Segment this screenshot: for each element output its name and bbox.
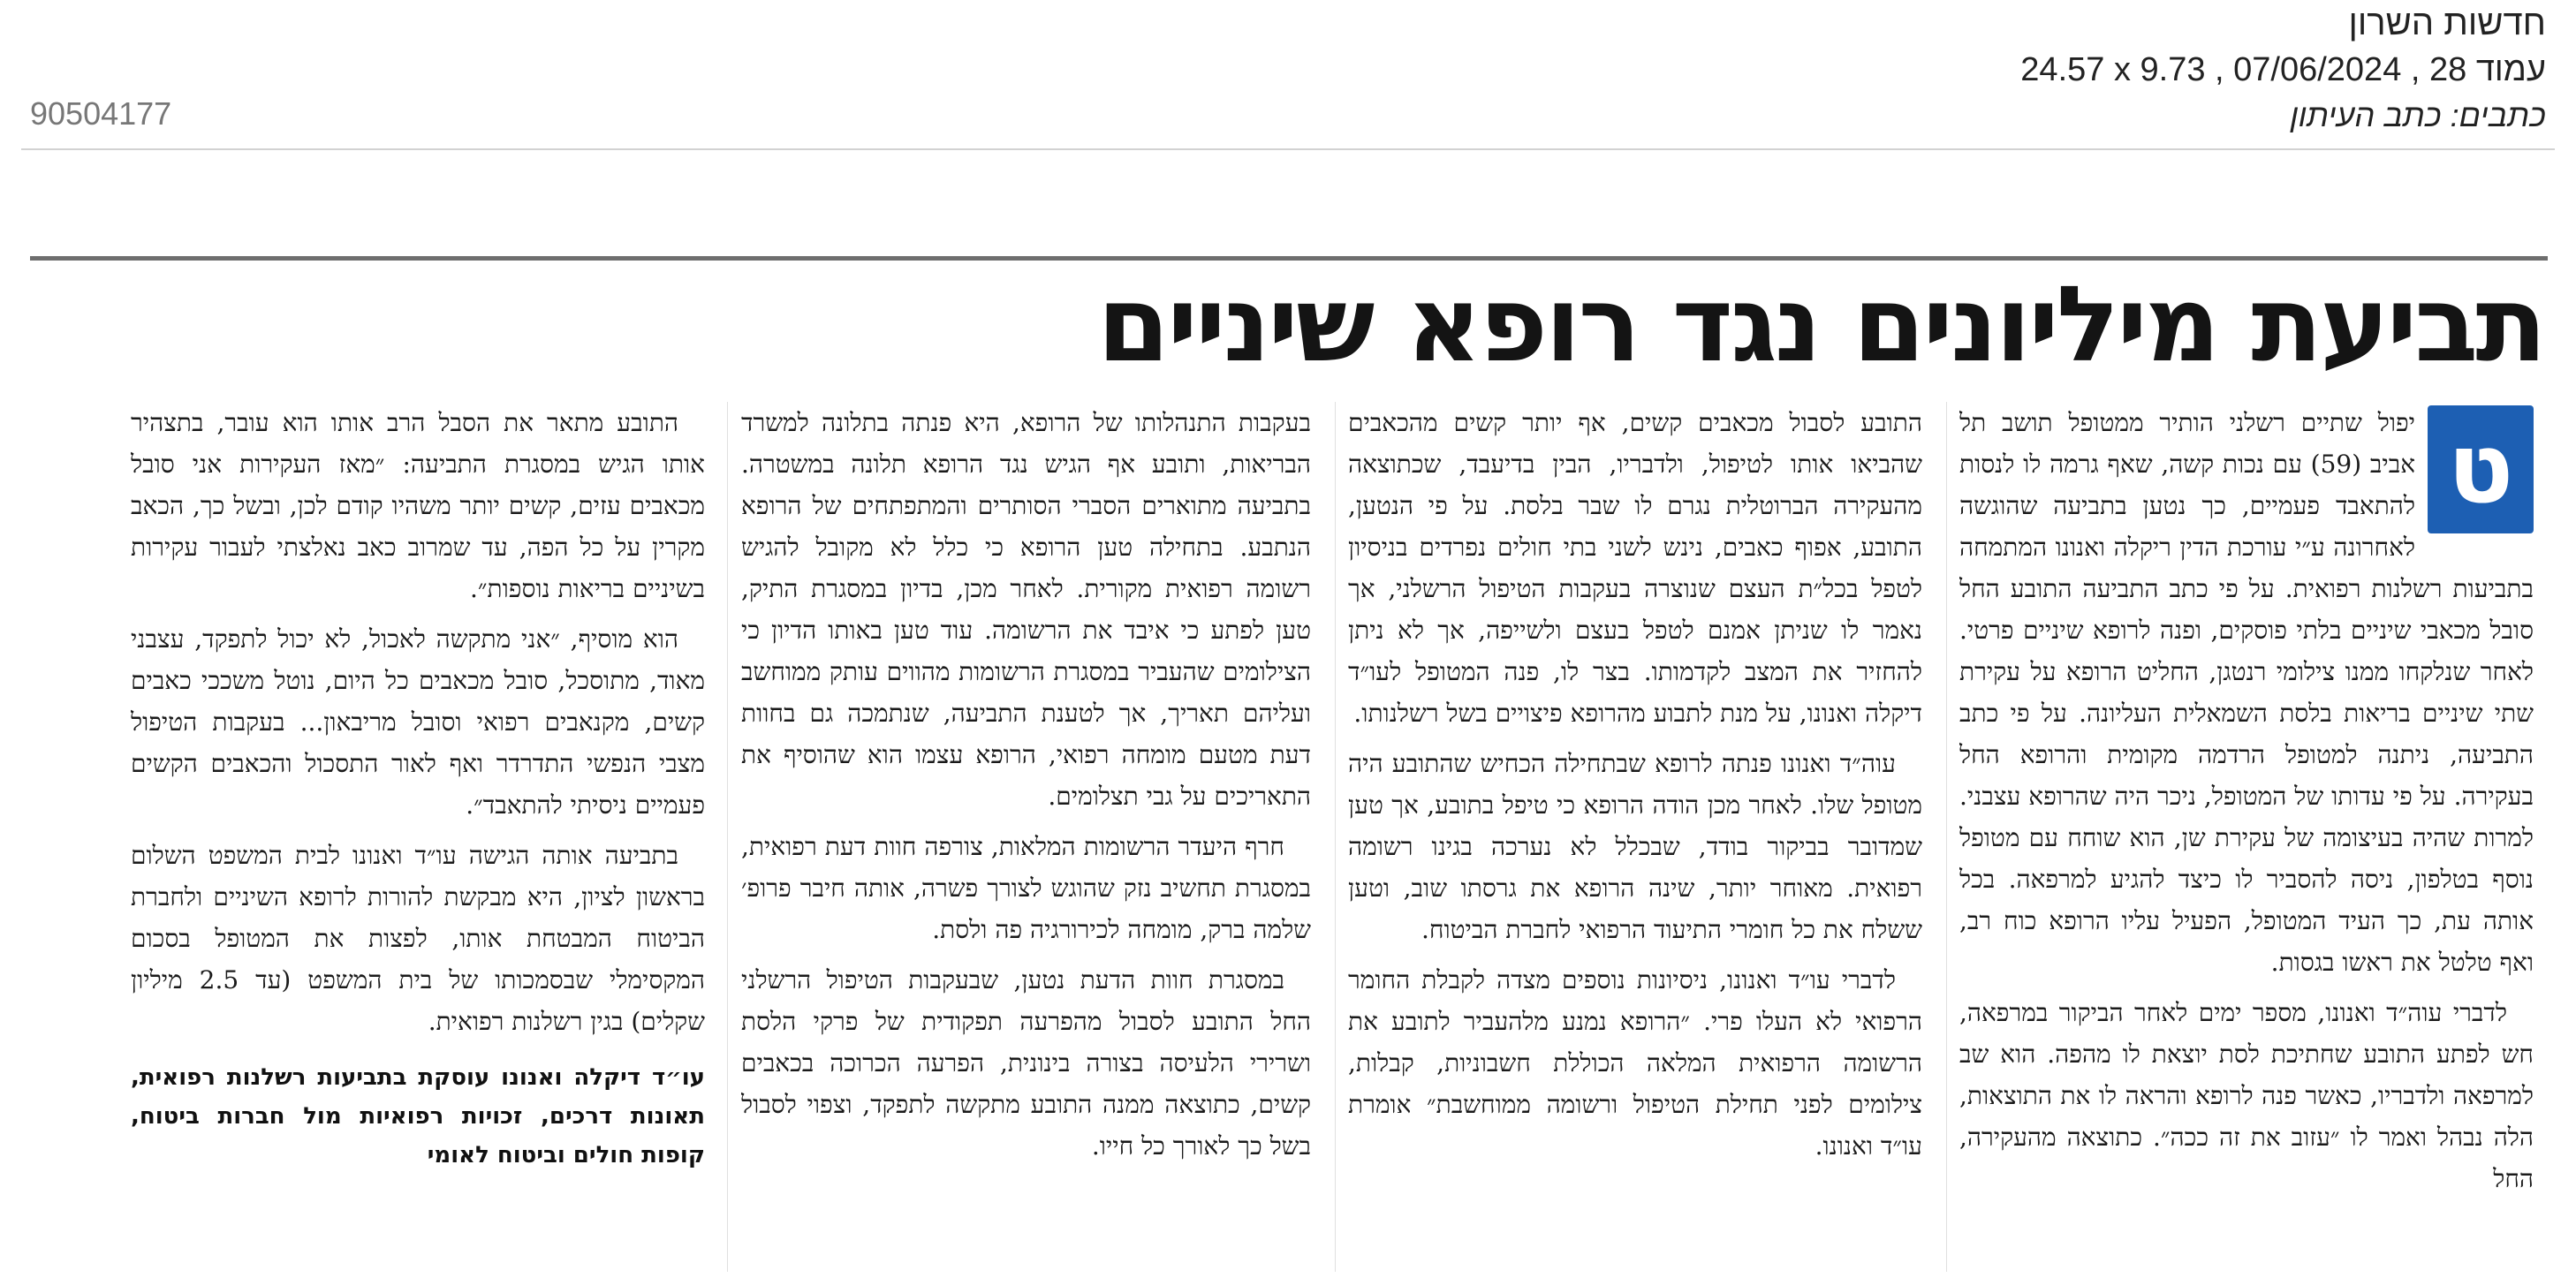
paragraph: יפול שתיים רשלני הותיר ממטופל תושב תל אביב (59) עם נכות קשה, שאף גרמה לו לנסות להתאבד פעמיים, כך נטען בתביעה שהוגשה לאחרונה ע״י עורכת הדין ריקלה ואנונו המתמחה בתביעות רשלנות רפואית. על פי כתב התביעה התובע החל סובל מכאבי שיניים בלתי פוסקים, ופנה לרופא שיניים פרטי. לאחר שנלקחו ממנו צילומי רנטגן, החליט הרופא על עקירת שתי שיניים בריאות בלסת השמאלית העליונה. על פי כתב התביעה, ניתנה למטופל הרדמה מקומית והרופא החל בעקירה. על פי עדותו של המטופל, ניכר היה שהרופא עצבני. למרות שהיה בעיצומה של עקירת שן, הוא שוחח עם מטופל נוסף בטלפון, ניסה להסביר לו כיצד להגיע למרפאה. בכל אותה עת, כך העיד המטופל, הפעיל עליו הרופא כוח רב, ואף טלטל את ראשו בגסות. bbox=[1959, 408, 2534, 977]
paragraph: לדברי עו״ד ואנונו, ניסיונות נוספים מצדה לקבלת החומר הרפואי לא העלו פרי. ״הרופא נמנע מלהעביר לתובע את הרשומה הרפואית המלאה הכוללת חשבוניות, קבלות, צילומים לפני תחילת הטיפול ורשומה ממוחשבת״ אומרת עו״ד ואנונו. bbox=[1348, 965, 1922, 1161]
article-column-4 bbox=[131, 402, 705, 1272]
paragraph: בתביעה אותה הגישה עו״ד ואנונו לבית המשפט השלום בראשון לציון, היא מבקשת להורות לרופא השיניים ולחברת הביטוח המבטחת אותו, לפצות את המטופל בסכום המקסימלי שבסמכותו של בית המשפט (עד 2.5 מיליון שקלים) בגין רשלנות רפואית. bbox=[131, 841, 705, 1036]
paragraph: בעקבות התנהלותו של הרופא, היא פנתה בתלונה למשרד הבריאות, ותובע אף הגיש נגד הרופא תלונה במשטרה. בתביעה מתוארים הסברי הסותרים והמתפתחים של הרופא הנתבע. בתחילה טען הרופא כי כלל לא מקובל להגיש רשומה רפואית מקורית. לאחר מכן, בדיון במסגרת התיק, טען לפתע כי איבד את הרשומה. עוד טען באותו הדיון כי הצילומים שהעביר במסגרת הרשומות מהווים עותק ממוחשב ועליהם תאריך, אך לטענת התביעה, שנתמכה גם בחוות דעת מטעם מומחה רפואי, הרופא עצמו הוא שהוסיף את התאריכים על גבי תצלומים. bbox=[741, 408, 1311, 811]
paragraph: חרף היעדר הרשומות המלאות, צורפה חוות דעת רפואית, במסגרת תחשיב נזק שהוגש לצורך פשרה, אותה חיבר פרופ׳ שלמה ברק, מומחה לכירורגיה פה ולסת. bbox=[741, 832, 1311, 944]
badge-letter: ט bbox=[2447, 412, 2514, 525]
publication-name: חדשות השרון bbox=[2348, 4, 2546, 42]
paragraph: לדברי עוה״ד ואנונו, מספר ימים לאחר הביקור במרפאה, חש לפתע התובע שחתיכת לסת יוצאת לו מהפה. הוא שב למרפאה ולדבריו, כאשר פנה לרופא והראה לו את התוצאות, הלה נבהל ואמר לו ״עזוב את זה ככה״. כתוצאה מהעקירה, החל bbox=[1959, 998, 2534, 1193]
paragraph: התובע לסבול מכאבים קשים, אף יותר קשים מהכאבים שהביאו אותו לטיפול, ולדבריו, הבין בדיעבד, שכתוצאה מהעקירה הברוטלית נגרם לו שבר בלסת. על פי הנטען, התובע, אפוף כאבים, נינש לשני בתי חולים נפרדים בניסיון לטפל בכל״ת העצם שנוצרה בעקבות הטיפול הרשלני, אך נאמר לו שניתן אמנם לטפל בעצם ולשייפה, אך לא ניתן להחזיר את המצב לקדמותו. בצר לו, פנה המטופל לעו״ד דיקלה ואנונו, על מנת לתבוע מהרופא פיצויים בשל רשלנותו. bbox=[1348, 408, 1922, 728]
paragraph: במסגרת חוות הדעת נטען, שבעקבות הטיפול הרשלני החל התובע לסבול מהפרעה תפקודית של פרקי הלסת ושרירי הלעיסה בצורה בינונית, הפרעה הכרוכה בכאבים קשים, כתוצאה ממנה התובע מתקשה לתפקד, וצפוי לסבול בשל כך לאורך כל חייו. bbox=[741, 965, 1311, 1161]
newspaper-logo-badge bbox=[2428, 405, 2534, 533]
paragraph: עוה״ד ואנונו פנתה לרופא שבתחילה הכחיש שהתובע היה מטופל שלו. לאחר מכן הודה הרופא כי טיפל בתובע, אך טען שמדובר בביקור בודד, שבכלל לא נערכה בגינו רשומה רפואית. מאוחר יותר, שינה הרופא את גרסתו שוב, וטען ששלח את כל חומרי התיעוד הרפואי לחברת הביטוח. bbox=[1348, 749, 1922, 944]
article-column-1 bbox=[1959, 402, 2534, 1272]
paragraph: הוא מוסיף, ״אני מתקשה לאכול, לא יכול לתפקד, עצבני מאוד, מתוסכל, סובל מכאבים כל היום, נוטל משככי כאבים קשים, מקנאבים רפואי וסובל מריבאון... בעקבות הטיפול מצבי הנפשי התדרדר ואף לאור התסכול והכאבים הקשים פעמיים ניסיתי להתאבד״. bbox=[131, 624, 705, 820]
clip-id: 90504177 bbox=[30, 95, 172, 132]
column-divider bbox=[727, 402, 728, 1272]
article-headline: תביעת מיליונים נגד רופא שיניים bbox=[1097, 263, 2544, 385]
article-column-2 bbox=[1348, 402, 1922, 1272]
paragraph: התובע מתאר את הסבל הרב אותו הוא עובר, בתצהיר אותו הגיש במסגרת התביעה: ״מאז העקירות אני סובל מכאבים עזים, קשים יותר משהיו קודם לכן, ובשל כך, הכאב מקרין על כל הפה, עד שמרוב כאב נאלצתי לעבור עקירות בשיניים בריאות נוספות״. bbox=[131, 408, 705, 603]
photo-caption: עו״ד דיקלה ואנונו עוסקת בתביעות רשלנות רפואית, תאונות דרכים, זכויות רפואיות מול חברות ביטוח, קופות חולים וביטוח לאומי bbox=[131, 1064, 705, 1168]
column-divider bbox=[1335, 402, 1336, 1272]
writer-credit: כתבים: כתב העיתון bbox=[2290, 97, 2546, 133]
clip-meta: 24.57 x 9.73 , 07/06/2024 , עמוד 28 bbox=[2020, 51, 2546, 88]
header-divider bbox=[21, 148, 2555, 150]
article-top-rule bbox=[30, 256, 2548, 261]
article-column-3 bbox=[741, 402, 1311, 1272]
column-divider bbox=[1946, 402, 1947, 1272]
